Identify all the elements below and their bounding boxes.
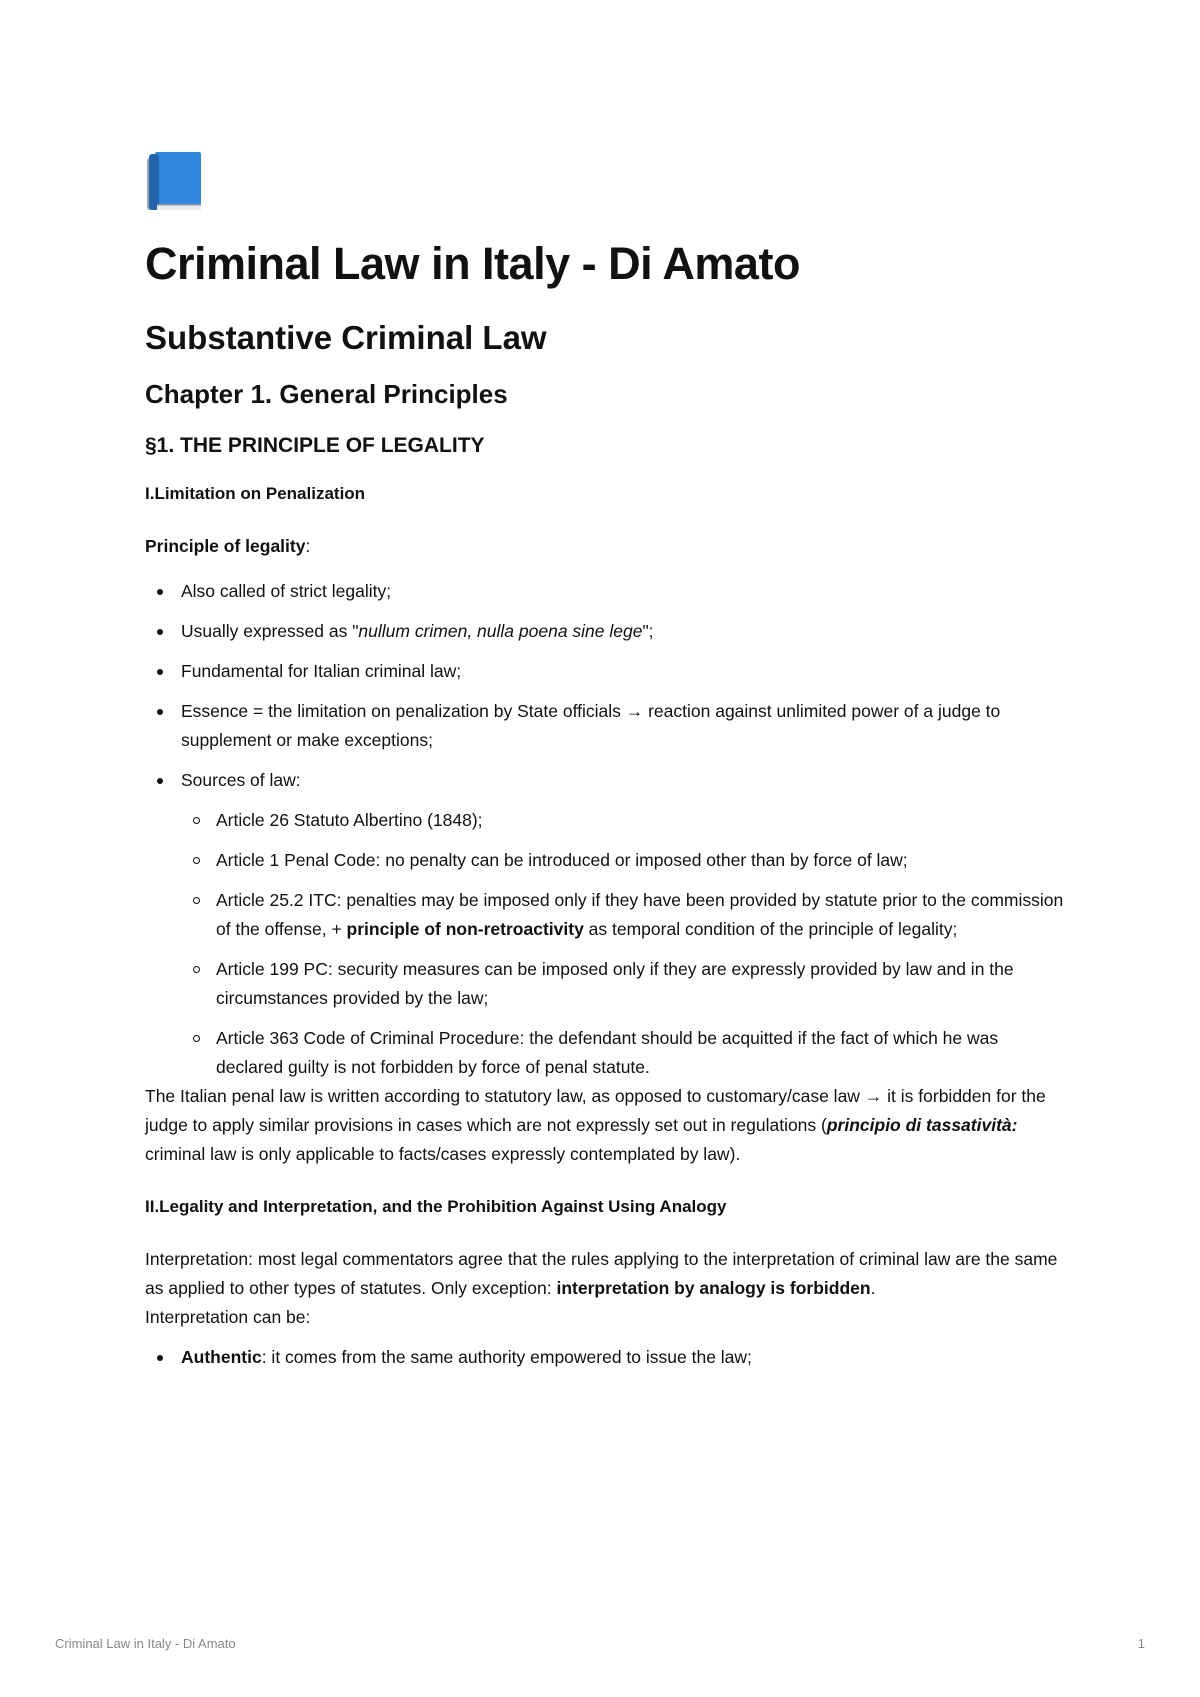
list-item-text: Sources of law: [181, 769, 301, 790]
interpretation-list [145, 1343, 1065, 1372]
page-number: 1 [1137, 1636, 1145, 1651]
page-footer [55, 1636, 1145, 1651]
list-item [145, 1343, 1065, 1372]
paragraph-text: Interpretation: most legal commentators agree that the rules applying to the interpretation of criminal law are the same as applied to other types of statutes. Only exception: [145, 1248, 1058, 1298]
subsection-heading: §1. THE PRINCIPLE OF LEGALITY [145, 433, 485, 457]
principle-label: Principle of legality [145, 535, 306, 556]
section-heading: Substantive Criminal Law [145, 318, 547, 356]
list-item: Also called of strict legality; [145, 577, 1065, 606]
latin-maxim: nullum crimen, nulla poena sine lege [358, 620, 643, 641]
list-item [145, 617, 1065, 646]
analogy-forbidden-term: interpretation by analogy is forbidden [556, 1277, 871, 1298]
paragraph-text: criminal law is only applicable to facts/cases expressly contemplated by law). [145, 1143, 741, 1164]
sub-list-item-text: as temporal condition of the principle of legality; [583, 918, 958, 939]
sub-list-item: Article 1 Penal Code: no penalty can be introduced or imposed other than by force of law; [181, 846, 1065, 875]
paragraph-text: The Italian penal law is written according to statutory law, as opposed to customary/case law → it is forbidden for the judge to apply similar provisions in cases which are not expressly set out in regulations ( [145, 1085, 1046, 1135]
sub-list-item-text: Article 25.2 ITC: penalties may be imposed only if they have been provided by statute prior to the commission of the offense, + [216, 889, 1064, 939]
list-item [145, 766, 1065, 1082]
principle-list [145, 577, 1065, 1082]
sub-list-item: Article 363 Code of Criminal Procedure: the defendant should be acquitted if the fact of which he was declared guilty is not forbidden by force of penal statute. [181, 1024, 1065, 1082]
list-item-text: : it comes from the same authority empowered to issue the law; [261, 1346, 752, 1367]
interpretation-types-intro: Interpretation can be: [145, 1306, 311, 1327]
principle-colon: : [305, 535, 311, 556]
sub-list-item: Article 199 PC: security measures can be imposed only if they are expressly provided by law and in the circumstances provided by the law; [181, 955, 1065, 1013]
sub-list-item: Article 26 Statuto Albertino (1848); [181, 806, 1065, 835]
authentic-term: Authentic [181, 1346, 262, 1367]
sub-heading-limitation: I.Limitation on Penalization [145, 483, 366, 503]
statutory-law-paragraph [145, 1082, 1065, 1169]
sub-list-item [181, 886, 1065, 944]
principle-label-paragraph [145, 532, 1065, 561]
page-title: Criminal Law in Italy - Di Amato [145, 238, 800, 289]
document-page [145, 150, 1065, 1383]
chapter-heading: Chapter 1. General Principles [145, 379, 508, 410]
list-item-text: "; [642, 620, 654, 641]
paragraph-text: . [870, 1277, 876, 1298]
non-retroactivity-term: principle of non-retroactivity [346, 918, 584, 939]
tassativita-term: principio di tassatività: [826, 1114, 1018, 1135]
sources-list [181, 806, 1065, 1082]
interpretation-paragraph [145, 1245, 1065, 1303]
list-item: Essence = the limitation on penalization by State officials → reaction against unlimited power of a judge to supplement or make exceptions; [145, 697, 1065, 755]
footer-title: Criminal Law in Italy - Di Amato [55, 1636, 236, 1651]
list-item: Fundamental for Italian criminal law; [145, 657, 1065, 686]
list-item-text: Usually expressed as " [181, 620, 359, 641]
sub-heading-analogy: II.Legality and Interpretation, and the Prohibition Against Using Analogy [145, 1196, 727, 1216]
blue-book-icon [145, 150, 205, 212]
